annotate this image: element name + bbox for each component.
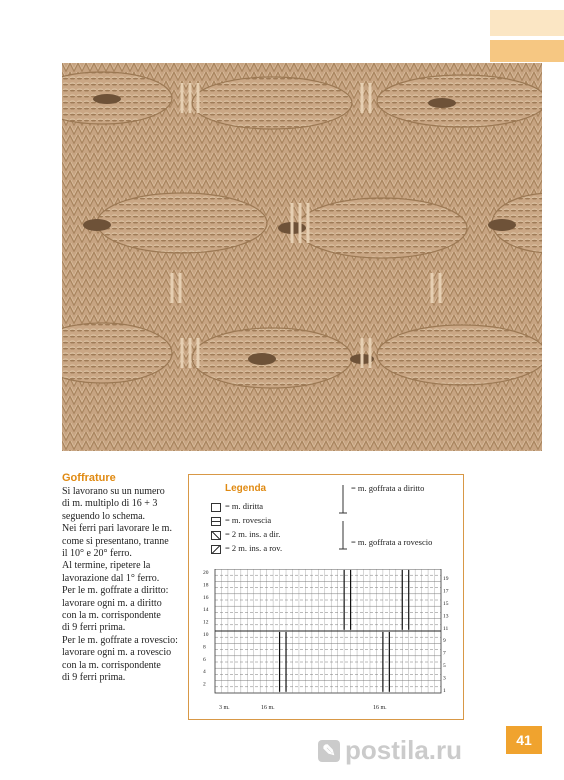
knit-stitch-icon bbox=[211, 503, 221, 512]
legend-item-rovescia: = m. rovescia bbox=[211, 515, 271, 526]
row-number-left: 2 bbox=[203, 681, 206, 688]
instruction-line: lavorare ogni m. a rovescio bbox=[62, 647, 172, 659]
row-number-left: 4 bbox=[203, 669, 206, 676]
instruction-line: con la m. corrispondente bbox=[62, 659, 161, 671]
page-number: 41 bbox=[506, 726, 542, 754]
bottom-label-edge: 3 m. bbox=[219, 705, 230, 711]
goffrata-symbols-icon bbox=[337, 483, 349, 553]
watermark: ✎ postila.ru bbox=[318, 735, 462, 766]
row-number-right: 7 bbox=[443, 650, 446, 657]
legend-item-diritta: = m. diritta bbox=[211, 501, 263, 512]
row-number-left: 8 bbox=[203, 644, 206, 651]
corner-tab-dark bbox=[490, 40, 564, 62]
instruction-line: seguendo lo schema. bbox=[62, 510, 146, 522]
pin-icon: ✎ bbox=[318, 740, 340, 762]
row-number-right: 5 bbox=[443, 663, 446, 669]
legend-item-2-ins-dir: = 2 m. ins. a dir. bbox=[211, 529, 280, 540]
instruction-line: di m. multiplo di 16 + 3 bbox=[62, 498, 158, 510]
bottom-label-repeat: 16 m. bbox=[261, 705, 275, 711]
section-title: Goffrature bbox=[62, 472, 116, 484]
row-number-right: 11 bbox=[443, 625, 449, 632]
row-number-left: 20 bbox=[203, 570, 209, 576]
stitch-chart-grid bbox=[203, 569, 455, 711]
instruction-line: Si lavorano su un numero bbox=[62, 486, 165, 497]
row-number-left: 14 bbox=[203, 607, 209, 614]
k2tog-icon bbox=[211, 531, 221, 540]
row-number-right: 19 bbox=[443, 576, 449, 583]
instruction-line: di 9 ferri prima. bbox=[62, 672, 126, 684]
instruction-line: come si presentano, tranne bbox=[62, 535, 169, 547]
instructions-text bbox=[62, 486, 180, 685]
instruction-line: con la m. corrispondente bbox=[62, 610, 161, 622]
instruction-line: lavorazione dal 1° ferro. bbox=[62, 572, 160, 584]
instruction-line: Al termine, ripetere la bbox=[62, 560, 151, 572]
row-number-right: 3 bbox=[443, 675, 446, 682]
row-number-right: 17 bbox=[443, 588, 449, 595]
row-number-right: 15 bbox=[443, 601, 449, 607]
row-number-left: 10 bbox=[203, 632, 209, 638]
legend-title: Legenda bbox=[225, 483, 267, 494]
corner-tab-light bbox=[490, 10, 564, 36]
purl-stitch-icon bbox=[211, 517, 221, 526]
instruction-line: Per le m. goffrate a rovescio: bbox=[62, 634, 178, 646]
row-number-left: 16 bbox=[203, 594, 209, 601]
knitting-schema bbox=[188, 474, 464, 720]
legend-item-2-ins-rov: = 2 m. ins. a rov. bbox=[211, 543, 282, 554]
instruction-line: lavorare ogni m. a diritto bbox=[62, 597, 162, 609]
instruction-line: di 9 ferri prima. bbox=[62, 622, 126, 634]
instruction-line: il 10° e 20° ferro. bbox=[62, 548, 132, 560]
legend-goffrata-dir: = m. goffrata a diritto bbox=[351, 483, 425, 493]
instruction-line: Nei ferri pari lavorare le m. bbox=[62, 523, 172, 535]
row-number-left: 18 bbox=[203, 582, 209, 589]
legend-goffrata-rov: = m. goffrata a rovescio bbox=[351, 537, 433, 547]
row-number-right: 13 bbox=[443, 613, 449, 620]
bottom-label-repeat2: 16 m. bbox=[373, 705, 387, 711]
knit-stitch-photo bbox=[62, 63, 542, 451]
row-number-left: 6 bbox=[203, 656, 206, 663]
row-number-right: 9 bbox=[443, 638, 446, 645]
row-number-right: 1 bbox=[443, 687, 446, 694]
p2tog-icon bbox=[211, 545, 221, 554]
row-number-left: 12 bbox=[203, 619, 209, 626]
instruction-line: Per le m. goffrate a diritto: bbox=[62, 585, 169, 597]
